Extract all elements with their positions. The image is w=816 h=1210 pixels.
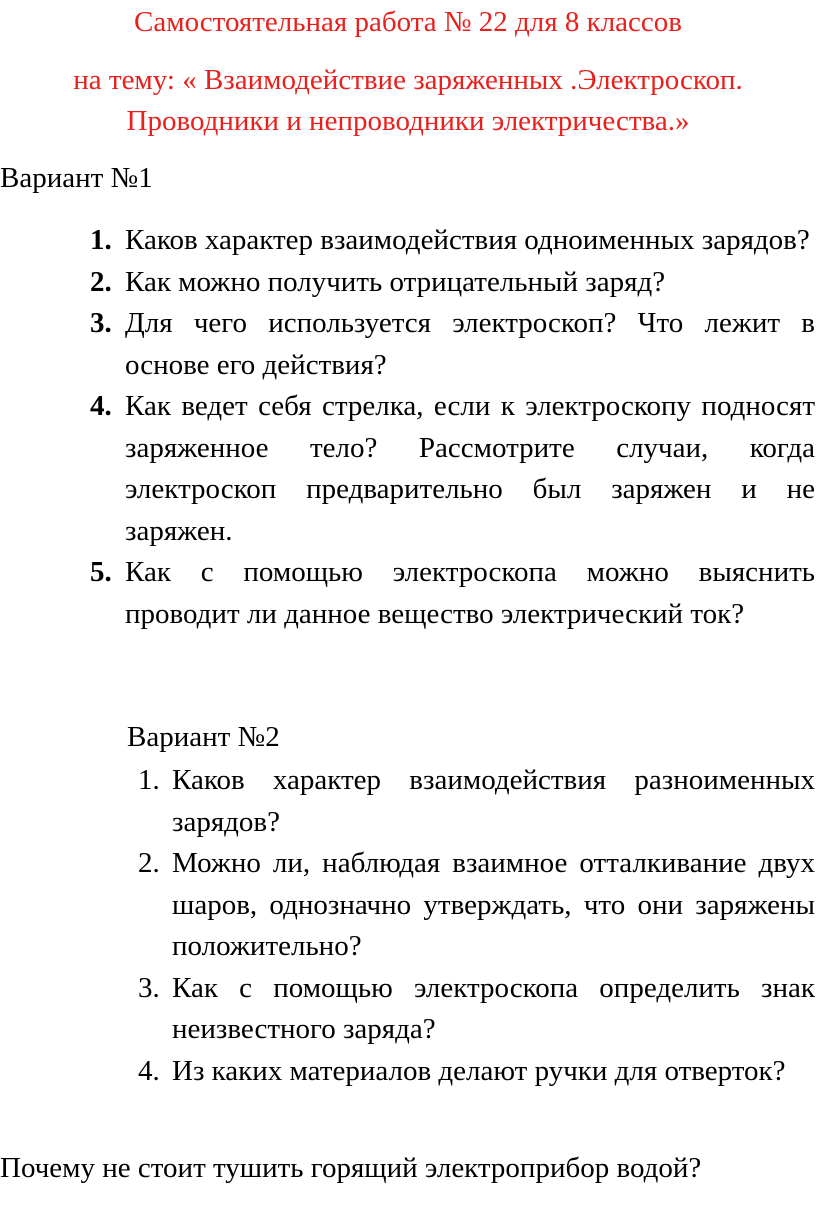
variant-2-question-list (138, 760, 815, 1092)
question-text: Каков характер взаимодействия одноименных зарядов? (125, 224, 810, 256)
question-number: 2. (90, 265, 112, 298)
list-item (90, 552, 815, 635)
variant-2-heading: Вариант №2 (127, 721, 280, 753)
question-text: Как с помощью электроскопа определить знак неизвестного заряда? (172, 971, 815, 1045)
list-item (138, 1051, 815, 1093)
question-number: 4. (90, 390, 112, 422)
closing-question: Почему не стоит тушить горящий электроприбор водой? (0, 1152, 702, 1184)
list-item (138, 760, 815, 843)
list-item (90, 386, 815, 552)
question-text: Из каких материалов делают ручки для отверток? (172, 1054, 786, 1087)
variant-1-heading: Вариант №1 (0, 162, 153, 194)
question-number: 2. (138, 847, 160, 879)
question-number: 1. (138, 764, 160, 796)
question-text: Как можно получить отрицательный заряд? (125, 265, 666, 298)
question-text: Как с помощью электроскопа можно выяснить проводит ли данное вещество электрический ток? (125, 556, 815, 630)
list-item (90, 303, 815, 386)
worksheet-topic-line-2: Проводники и непроводники электричества.» (126, 105, 690, 137)
list-item (90, 262, 815, 304)
question-text: Каков характер взаимодействия разноименных зарядов? (172, 764, 815, 838)
list-item (138, 968, 815, 1051)
variant-1-question-list (90, 220, 815, 635)
question-number: 4. (138, 1054, 160, 1087)
question-number: 5. (90, 556, 112, 588)
list-item (90, 220, 815, 262)
question-text: Для чего используется электроскоп? Что лежит в основе его действия? (125, 307, 815, 381)
question-text: Как ведет себя стрелка, если к электроскопу подносят заряженное тело? Рассмотрите случаи, когда электроскоп предварительно был заряжен и не заряжен. (125, 390, 815, 547)
question-number: 3. (90, 307, 112, 339)
list-item (138, 843, 815, 968)
question-number: 3. (138, 971, 160, 1004)
question-text: Можно ли, наблюдая взаимное отталкивание двух шаров, однозначно утверждать, что они заряжены положительно? (172, 847, 815, 962)
worksheet-topic-line-1: на тему: « Взаимодействие заряженных .Электроскоп. (73, 64, 743, 96)
worksheet-title: Самостоятельная работа № 22 для 8 классов (134, 6, 682, 38)
question-number: 1. (90, 224, 112, 256)
